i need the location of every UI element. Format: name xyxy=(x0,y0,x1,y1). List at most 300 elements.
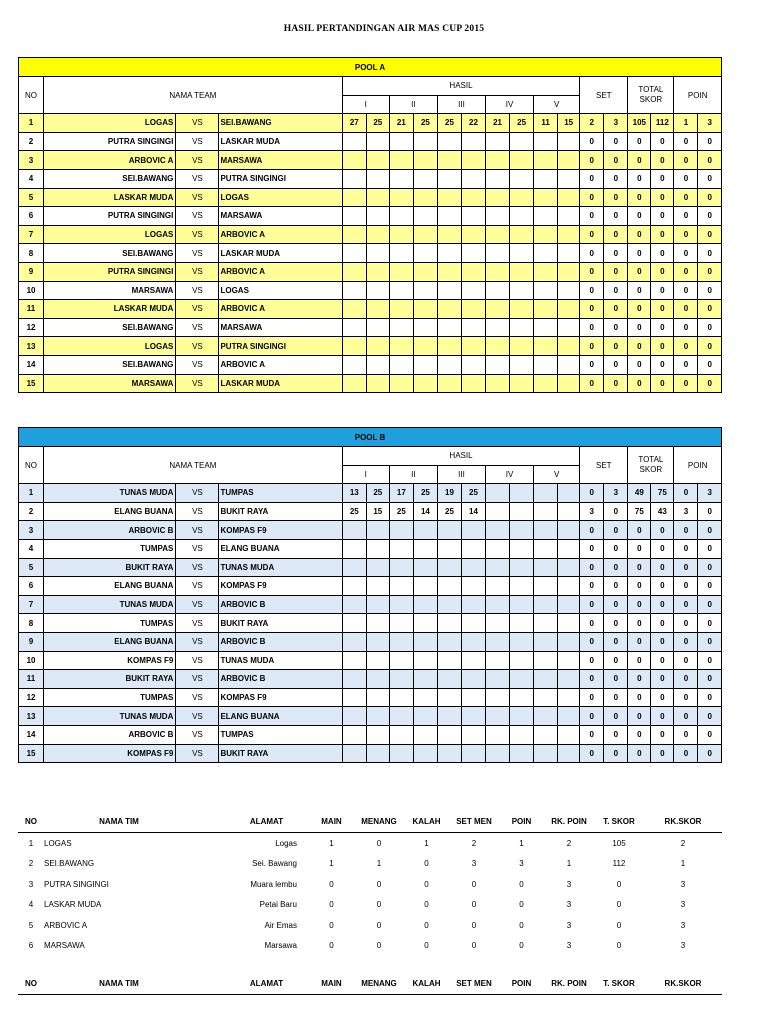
total-score: 0 xyxy=(628,374,651,393)
total-score: 0 xyxy=(651,725,674,744)
standings-t-skor: 112 xyxy=(612,859,626,869)
set-count: 0 xyxy=(580,688,604,707)
set-score: 25 xyxy=(366,114,389,133)
pool-title: POOL B xyxy=(19,428,722,447)
set-score xyxy=(389,521,413,540)
home-team: LOGAS xyxy=(44,114,176,133)
set-score xyxy=(558,744,580,763)
set-score xyxy=(389,225,413,244)
standings-no: 5 xyxy=(28,920,34,930)
set-count: 0 xyxy=(580,207,604,226)
away-team: MARSAWA xyxy=(219,151,342,170)
poin-value: 0 xyxy=(674,262,698,281)
set-score xyxy=(366,262,389,281)
set-count: 0 xyxy=(580,300,604,319)
vs-label: VS xyxy=(176,744,219,763)
standings-tim: ARBOVIC A xyxy=(44,920,88,930)
set-count: 0 xyxy=(580,318,604,337)
away-team: KOMPAS F9 xyxy=(219,577,342,596)
set-score xyxy=(342,558,366,577)
match-row xyxy=(19,521,722,540)
standings-header-cell: MAIN xyxy=(309,810,354,833)
set-score xyxy=(461,614,485,633)
set-score xyxy=(534,281,558,300)
home-team: LOGAS xyxy=(44,337,176,356)
total-score: 105 xyxy=(628,114,651,133)
poin-value: 0 xyxy=(674,521,698,540)
set-score xyxy=(486,188,510,207)
standings-header-cell: RK.SKOR xyxy=(644,810,722,833)
standings-no: 2 xyxy=(28,859,34,869)
match-row xyxy=(19,651,722,670)
set-score xyxy=(461,225,485,244)
set-score xyxy=(437,300,461,319)
set-score xyxy=(366,244,389,263)
match-no: 5 xyxy=(19,558,44,577)
pool-b-table xyxy=(18,427,722,763)
standings-header-repeat xyxy=(18,972,722,995)
set-count: 0 xyxy=(580,670,604,689)
total-score: 0 xyxy=(651,318,674,337)
set-count: 0 xyxy=(580,539,604,558)
poin-value: 0 xyxy=(698,688,722,707)
vs-label: VS xyxy=(176,281,219,300)
poin-value: 0 xyxy=(674,337,698,356)
set-score xyxy=(486,595,510,614)
set-score xyxy=(461,558,485,577)
set-score xyxy=(342,207,366,226)
set-score xyxy=(534,318,558,337)
vs-label: VS xyxy=(176,151,219,170)
poin-value: 0 xyxy=(674,300,698,319)
set-score xyxy=(534,169,558,188)
set-score xyxy=(486,225,510,244)
set-score xyxy=(558,558,580,577)
set-score xyxy=(366,300,389,319)
set-score xyxy=(389,207,413,226)
set-score xyxy=(366,688,389,707)
set-count: 0 xyxy=(604,725,628,744)
set-score xyxy=(389,614,413,633)
set-score xyxy=(342,614,366,633)
standings-poin: 3 xyxy=(519,859,524,869)
standings-tim: LOGAS xyxy=(44,838,72,848)
set-count: 3 xyxy=(580,502,604,521)
set-score xyxy=(342,355,366,374)
poin-value: 0 xyxy=(698,558,722,577)
set-score xyxy=(461,539,485,558)
header-set-5: V xyxy=(534,95,580,114)
poin-value: 3 xyxy=(698,484,722,503)
set-score xyxy=(413,300,437,319)
set-score xyxy=(437,355,461,374)
standings-kalah: 1 xyxy=(424,838,429,848)
match-row xyxy=(19,577,722,596)
match-no: 4 xyxy=(19,169,44,188)
set-score xyxy=(510,725,534,744)
match-no: 1 xyxy=(19,114,44,133)
vs-label: VS xyxy=(176,355,219,374)
total-score: 0 xyxy=(628,707,651,726)
set-score xyxy=(510,670,534,689)
total-score: 0 xyxy=(651,577,674,596)
set-score xyxy=(342,337,366,356)
set-score xyxy=(437,595,461,614)
set-count: 0 xyxy=(604,595,628,614)
set-score xyxy=(342,132,366,151)
match-row xyxy=(19,169,722,188)
pool-a-table xyxy=(18,57,722,393)
standings-header-cell: RK.SKOR xyxy=(644,972,722,995)
poin-value: 0 xyxy=(674,744,698,763)
set-score xyxy=(510,355,534,374)
set-score xyxy=(342,188,366,207)
set-score xyxy=(486,670,510,689)
set-score xyxy=(413,632,437,651)
set-score xyxy=(461,595,485,614)
away-team: LOGAS xyxy=(219,281,342,300)
poin-value: 0 xyxy=(674,169,698,188)
set-score xyxy=(389,318,413,337)
set-score xyxy=(510,318,534,337)
standings-t-skor: 0 xyxy=(616,920,622,930)
total-score: 0 xyxy=(628,318,651,337)
set-score xyxy=(486,558,510,577)
set-score xyxy=(558,355,580,374)
standings-rk-poin: 3 xyxy=(566,900,572,910)
set-score xyxy=(534,337,558,356)
standings-rk-poin: 2 xyxy=(566,838,572,848)
set-score xyxy=(486,281,510,300)
set-score xyxy=(558,539,580,558)
set-score xyxy=(389,670,413,689)
home-team: MARSAWA xyxy=(44,374,176,393)
set-count: 0 xyxy=(604,151,628,170)
set-score: 25 xyxy=(437,502,461,521)
set-score xyxy=(558,484,580,503)
set-score xyxy=(558,502,580,521)
poin-value: 0 xyxy=(698,188,722,207)
match-no: 13 xyxy=(19,707,44,726)
set-score xyxy=(413,337,437,356)
set-score xyxy=(486,539,510,558)
set-score xyxy=(342,374,366,393)
set-score xyxy=(437,670,461,689)
set-score xyxy=(510,539,534,558)
set-score xyxy=(486,632,510,651)
away-team: KOMPAS F9 xyxy=(219,688,342,707)
standings-main: 0 xyxy=(329,920,334,930)
set-score: 25 xyxy=(413,114,437,133)
vs-label: VS xyxy=(176,318,219,337)
match-row xyxy=(19,744,722,763)
standings-header-cell: T. SKOR xyxy=(594,972,644,995)
set-score xyxy=(389,558,413,577)
set-score xyxy=(486,132,510,151)
home-team: LOGAS xyxy=(44,225,176,244)
total-score: 0 xyxy=(651,169,674,188)
set-score xyxy=(510,707,534,726)
set-count: 0 xyxy=(580,521,604,540)
away-team: BUKIT RAYA xyxy=(219,744,342,763)
standings-no: 1 xyxy=(28,838,34,848)
set-score: 15 xyxy=(366,502,389,521)
standings-kalah: 0 xyxy=(424,879,429,889)
set-count: 0 xyxy=(604,337,628,356)
home-team: ELANG BUANA xyxy=(44,502,176,521)
set-score: 15 xyxy=(558,114,580,133)
set-score xyxy=(342,632,366,651)
total-score: 0 xyxy=(628,670,651,689)
match-row xyxy=(19,300,722,319)
set-score xyxy=(558,188,580,207)
away-team: BUKIT RAYA xyxy=(219,502,342,521)
standings-set-men: 0 xyxy=(471,879,477,889)
home-team: KOMPAS F9 xyxy=(44,651,176,670)
set-score xyxy=(558,337,580,356)
set-score xyxy=(437,188,461,207)
match-no: 15 xyxy=(19,744,44,763)
home-team: LASKAR MUDA xyxy=(44,188,176,207)
total-score: 0 xyxy=(651,521,674,540)
set-score xyxy=(510,244,534,263)
standings-table xyxy=(18,810,722,956)
total-score: 0 xyxy=(628,188,651,207)
set-score xyxy=(342,262,366,281)
header-set-3: III xyxy=(437,95,485,114)
set-score xyxy=(534,151,558,170)
total-score: 0 xyxy=(651,632,674,651)
set-count: 0 xyxy=(604,318,628,337)
away-team: MARSAWA xyxy=(219,318,342,337)
away-team: LASKAR MUDA xyxy=(219,244,342,263)
set-score xyxy=(461,207,485,226)
set-score xyxy=(461,725,485,744)
match-no: 12 xyxy=(19,318,44,337)
match-no: 2 xyxy=(19,502,44,521)
standings-no: 4 xyxy=(28,900,34,910)
standings-rk-skor: 3 xyxy=(680,879,686,889)
set-score xyxy=(413,262,437,281)
set-score xyxy=(486,744,510,763)
poin-value: 0 xyxy=(698,169,722,188)
set-count: 0 xyxy=(604,262,628,281)
set-score xyxy=(486,502,510,521)
set-score xyxy=(389,688,413,707)
header-nama-team: NAMA TEAM xyxy=(44,447,343,484)
standings-header-cell: POIN xyxy=(499,972,544,995)
standings-kalah: 0 xyxy=(424,900,429,910)
match-row xyxy=(19,188,722,207)
home-team: SEI.BAWANG xyxy=(44,318,176,337)
set-count: 0 xyxy=(604,225,628,244)
poin-value: 0 xyxy=(674,558,698,577)
vs-label: VS xyxy=(176,114,219,133)
set-score xyxy=(461,632,485,651)
set-score xyxy=(558,707,580,726)
total-score: 0 xyxy=(628,281,651,300)
set-score xyxy=(558,688,580,707)
total-score: 43 xyxy=(651,502,674,521)
set-score xyxy=(389,632,413,651)
match-no: 15 xyxy=(19,374,44,393)
match-no: 9 xyxy=(19,632,44,651)
poin-value: 0 xyxy=(674,244,698,263)
set-score xyxy=(461,374,485,393)
poin-value: 0 xyxy=(674,188,698,207)
total-score: 0 xyxy=(628,688,651,707)
standings-tim: MARSAWA xyxy=(44,941,85,951)
set-score xyxy=(413,188,437,207)
away-team: KOMPAS F9 xyxy=(219,521,342,540)
standings-poin: 0 xyxy=(519,920,524,930)
set-score xyxy=(534,355,558,374)
set-count: 0 xyxy=(580,374,604,393)
standings-header-cell: SET MEN xyxy=(449,972,499,995)
standings-set-men: 0 xyxy=(471,941,477,951)
standings-menang: 0 xyxy=(376,838,382,848)
vs-label: VS xyxy=(176,614,219,633)
match-row xyxy=(19,484,722,503)
match-row xyxy=(19,374,722,393)
set-score: 17 xyxy=(389,484,413,503)
total-score: 0 xyxy=(651,188,674,207)
set-score xyxy=(510,688,534,707)
match-no: 11 xyxy=(19,670,44,689)
set-score: 19 xyxy=(437,484,461,503)
set-score xyxy=(510,595,534,614)
set-score xyxy=(389,539,413,558)
set-score xyxy=(366,595,389,614)
set-score xyxy=(389,169,413,188)
set-score xyxy=(510,225,534,244)
set-score xyxy=(461,169,485,188)
set-count: 0 xyxy=(604,688,628,707)
set-score xyxy=(342,595,366,614)
set-score xyxy=(510,614,534,633)
set-score xyxy=(342,521,366,540)
total-score: 0 xyxy=(651,207,674,226)
standings-header-cell: ALAMAT xyxy=(194,972,309,995)
set-count: 0 xyxy=(580,632,604,651)
set-score xyxy=(437,744,461,763)
header-total-skor: TOTAL SKOR xyxy=(628,447,674,484)
home-team: SEI.BAWANG xyxy=(44,355,176,374)
set-score xyxy=(342,300,366,319)
standings-rk-poin: 3 xyxy=(566,879,572,889)
poin-value: 0 xyxy=(698,539,722,558)
poin-value: 1 xyxy=(674,114,698,133)
total-score: 75 xyxy=(651,484,674,503)
set-score xyxy=(461,707,485,726)
set-score xyxy=(437,539,461,558)
standings-tim: LASKAR MUDA xyxy=(44,900,102,910)
total-score: 0 xyxy=(651,688,674,707)
match-row xyxy=(19,151,722,170)
total-score: 0 xyxy=(628,151,651,170)
standings-poin: 1 xyxy=(519,838,524,848)
match-no: 13 xyxy=(19,337,44,356)
match-no: 8 xyxy=(19,244,44,263)
home-team: BUKIT RAYA xyxy=(44,670,176,689)
set-score xyxy=(510,281,534,300)
header-set: SET xyxy=(580,447,628,484)
set-score xyxy=(366,707,389,726)
total-score: 0 xyxy=(628,595,651,614)
standings-rk-poin: 1 xyxy=(566,859,572,869)
total-score: 0 xyxy=(628,132,651,151)
set-count: 0 xyxy=(604,188,628,207)
vs-label: VS xyxy=(176,132,219,151)
home-team: ELANG BUANA xyxy=(44,577,176,596)
vs-label: VS xyxy=(176,374,219,393)
match-no: 14 xyxy=(19,355,44,374)
set-score xyxy=(461,577,485,596)
total-score: 0 xyxy=(651,225,674,244)
away-team: ARBOVIC B xyxy=(219,595,342,614)
poin-value: 0 xyxy=(674,595,698,614)
match-no: 5 xyxy=(19,188,44,207)
set-count: 0 xyxy=(580,225,604,244)
set-score xyxy=(437,632,461,651)
header-set-2: II xyxy=(389,465,437,484)
set-score xyxy=(461,188,485,207)
poin-value: 0 xyxy=(698,207,722,226)
set-count: 0 xyxy=(580,558,604,577)
set-score xyxy=(534,262,558,281)
set-score xyxy=(510,521,534,540)
set-score: 11 xyxy=(534,114,558,133)
poin-value: 0 xyxy=(698,374,722,393)
standings-row xyxy=(18,936,722,957)
set-score xyxy=(534,502,558,521)
standings-row xyxy=(18,854,722,875)
vs-label: VS xyxy=(176,244,219,263)
set-score xyxy=(534,651,558,670)
poin-value: 0 xyxy=(674,725,698,744)
total-score: 0 xyxy=(651,132,674,151)
set-score xyxy=(342,670,366,689)
set-score xyxy=(558,725,580,744)
set-score xyxy=(534,521,558,540)
standings-header-cell: RK. POIN xyxy=(544,810,594,833)
set-score xyxy=(342,651,366,670)
match-row xyxy=(19,614,722,633)
match-row xyxy=(19,355,722,374)
set-score: 21 xyxy=(389,114,413,133)
total-score: 0 xyxy=(628,244,651,263)
header-no: NO xyxy=(19,77,44,114)
vs-label: VS xyxy=(176,539,219,558)
set-score xyxy=(461,651,485,670)
set-score xyxy=(437,577,461,596)
standings-alamat: Muara lembu xyxy=(250,879,297,889)
match-row xyxy=(19,707,722,726)
poin-value: 0 xyxy=(698,355,722,374)
match-no: 4 xyxy=(19,539,44,558)
set-score xyxy=(486,521,510,540)
standings-header-cell: MAIN xyxy=(309,972,354,995)
set-score xyxy=(486,300,510,319)
standings-main: 0 xyxy=(329,879,334,889)
total-score: 0 xyxy=(651,539,674,558)
match-no: 12 xyxy=(19,688,44,707)
total-score: 0 xyxy=(628,614,651,633)
total-score: 0 xyxy=(628,262,651,281)
set-score: 25 xyxy=(510,114,534,133)
away-team: LASKAR MUDA xyxy=(219,132,342,151)
set-score xyxy=(558,374,580,393)
